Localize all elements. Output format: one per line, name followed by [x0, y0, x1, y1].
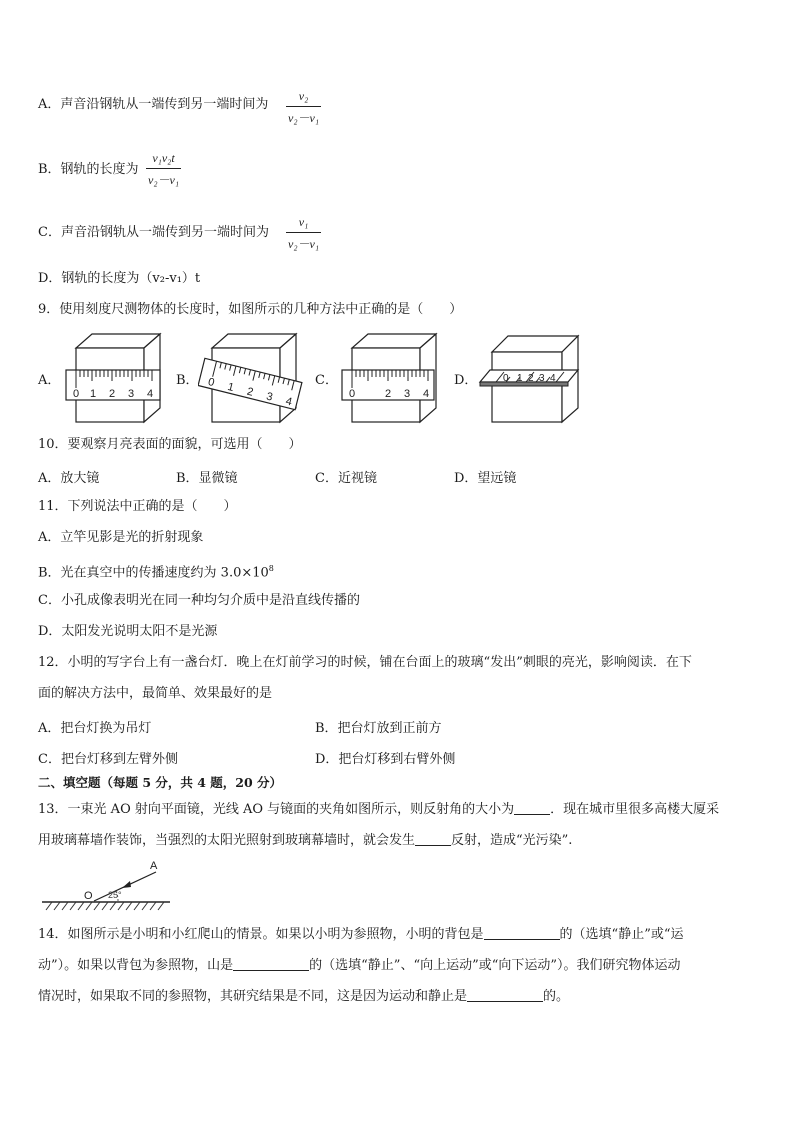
q12-option-a: A．把台灯换为吊灯	[38, 721, 152, 736]
q11-option-a: A．立竿见影是光的折射现象	[38, 530, 204, 545]
q9-stem: 9．使用刻度尺测物体的长度时，如图所示的几种方法中正确的是（ ）	[38, 302, 463, 317]
q10-option-c: C．近视镜	[315, 471, 377, 486]
q8-option-c	[38, 224, 269, 242]
q13-line2	[38, 832, 572, 850]
point-o-label: O	[84, 890, 93, 902]
q13-text-2: ．现在城市里很多高楼大厦采	[550, 802, 720, 817]
q14-text-1: 14．如图所示是小明和小红爬山的情景。如果以小明为参照物，小明的背包是	[38, 927, 484, 942]
ruler-number: 3	[128, 388, 135, 400]
angle-label: 25°	[108, 890, 122, 900]
q9-label-b: B．	[176, 373, 199, 388]
ruler-number: 1	[517, 373, 523, 384]
section-title: 二、填空题（每题 5 分，共 4 题，20 分）	[38, 775, 283, 790]
q14-text-3: 动”）。如果以背包为参照物，山是	[38, 958, 234, 973]
q14-text-6: 的。	[543, 989, 570, 1004]
q9-label-c: C．	[315, 373, 338, 388]
q10-stem: 10．要观察月亮表面的面貌，可选用（ ）	[38, 437, 302, 452]
fraction-bar	[286, 106, 321, 107]
q8-option-a-text: A．声音沿钢轨从一端传到另一端时间为	[38, 97, 269, 112]
ruler-number: 2	[245, 385, 255, 399]
q14-line1	[38, 926, 684, 944]
ruler-number: 3	[539, 373, 545, 384]
answer-blank[interactable]	[467, 989, 543, 1002]
q8-option-c-text: C．声音沿钢轨从一端传到另一端时间为	[38, 225, 269, 240]
q8-option-a-fraction	[286, 89, 321, 126]
q12-option-d: D．把台灯移到右臂外侧	[315, 752, 456, 767]
ruler-number: 2	[109, 388, 116, 400]
ruler-number: 1	[90, 388, 97, 400]
ruler-number: 4	[423, 388, 430, 400]
q11-option-c: C．小孔成像表明光在同一种均匀介质中是沿直线传播的	[38, 593, 360, 608]
q8-option-b-fraction	[146, 151, 181, 188]
q8-option-c-fraction	[286, 215, 321, 252]
q11-stem: 11．下列说法中正确的是（ ）	[38, 499, 237, 514]
fraction-bar	[146, 168, 181, 169]
q13-text-3: 用玻璃幕墙作装饰，当强烈的太阳光照射到玻璃幕墙时，就会发生	[38, 833, 416, 848]
q9-label-d: D．	[454, 373, 478, 388]
ruler-number: 4	[284, 395, 294, 409]
point-a-label: A	[150, 860, 158, 872]
fraction-bar	[286, 232, 321, 233]
q8-option-a	[38, 96, 268, 114]
ruler-number: 3	[404, 388, 411, 400]
q10-option-d: D．望远镜	[454, 471, 517, 486]
fraction-numerator: v₁	[298, 215, 309, 229]
q13-text-1: 13．一束光 AO 射向平面镜，光线 AO 与镜面的夹角如图所示，则反射角的大小为	[38, 802, 515, 817]
q9-figure-c	[338, 330, 442, 428]
q10-option-a: A．放大镜	[38, 471, 100, 486]
q14-line2	[38, 957, 681, 975]
ruler-number: 0	[206, 376, 216, 390]
q9-figure-b	[198, 330, 306, 428]
q9-label-a: A．	[38, 373, 61, 388]
q13-mirror-figure	[42, 858, 172, 916]
answer-blank[interactable]	[415, 833, 451, 846]
q11-option-d: D．太阳发光说明太阳不是光源	[38, 624, 218, 639]
q11-option-b	[38, 560, 274, 582]
fraction-denominator: v₂－v₁	[288, 111, 319, 125]
q8-option-b-text: B．钢轨的长度为	[38, 162, 139, 177]
q8-option-d: D．钢轨的长度为（v₂-v₁）t	[38, 271, 201, 286]
ruler-number: 1	[226, 380, 236, 394]
ruler-number: 0	[73, 388, 80, 400]
q14-text-2: 的（选填“静止”或“运	[559, 927, 684, 942]
fraction-denominator: v₂－v₁	[148, 173, 179, 187]
fraction-denominator: v₂－v₁	[288, 237, 319, 251]
q14-text-5: 情况时，如果取不同的参照物，其研究结果是不同，这是因为运动和静止是	[38, 989, 468, 1004]
exponent: 8	[268, 564, 274, 573]
q9-figure-d	[476, 330, 586, 428]
fraction-numerator: v₁v₂t	[152, 151, 175, 165]
answer-blank[interactable]	[514, 802, 550, 815]
q13-text-4: 反射，造成“光污染”.	[451, 833, 573, 848]
q14-text-4: 的（选填“静止”、“向上运动”或“向下运动”）。我们研究物体运动	[309, 958, 681, 973]
q12-option-c: C．把台灯移到左臂外侧	[38, 752, 178, 767]
ruler-number: 4	[550, 373, 556, 384]
q12-stem-line1: 12．小明的写字台上有一盏台灯．晚上在灯前学习的时候，铺在台面上的玻璃“发出”刺眼的亮光，影响阅读．在下	[38, 655, 692, 670]
q10-option-b: B．显微镜	[176, 471, 238, 486]
ruler-number: 2	[528, 373, 534, 384]
ruler-number: 0	[349, 388, 356, 400]
fraction-numerator: v₂	[298, 89, 309, 103]
ruler-number: 4	[147, 388, 154, 400]
answer-blank[interactable]	[484, 927, 560, 940]
q9-figure-a	[62, 330, 166, 428]
q13-line1	[38, 801, 719, 819]
q12-option-b: B．把台灯放到正前方	[315, 721, 442, 736]
ruler-number: 3	[265, 390, 274, 404]
q14-line3	[38, 988, 569, 1006]
answer-blank[interactable]	[233, 958, 309, 971]
q8-option-b	[38, 161, 139, 179]
q12-stem-line2: 面的解决方法中，最简单、效果最好的是	[38, 686, 273, 701]
ruler-number: 0	[503, 373, 509, 384]
q11-option-b-text: B．光在真空中的传播速度约为 3.0×10	[38, 565, 269, 581]
ruler-number: 2	[385, 388, 392, 400]
